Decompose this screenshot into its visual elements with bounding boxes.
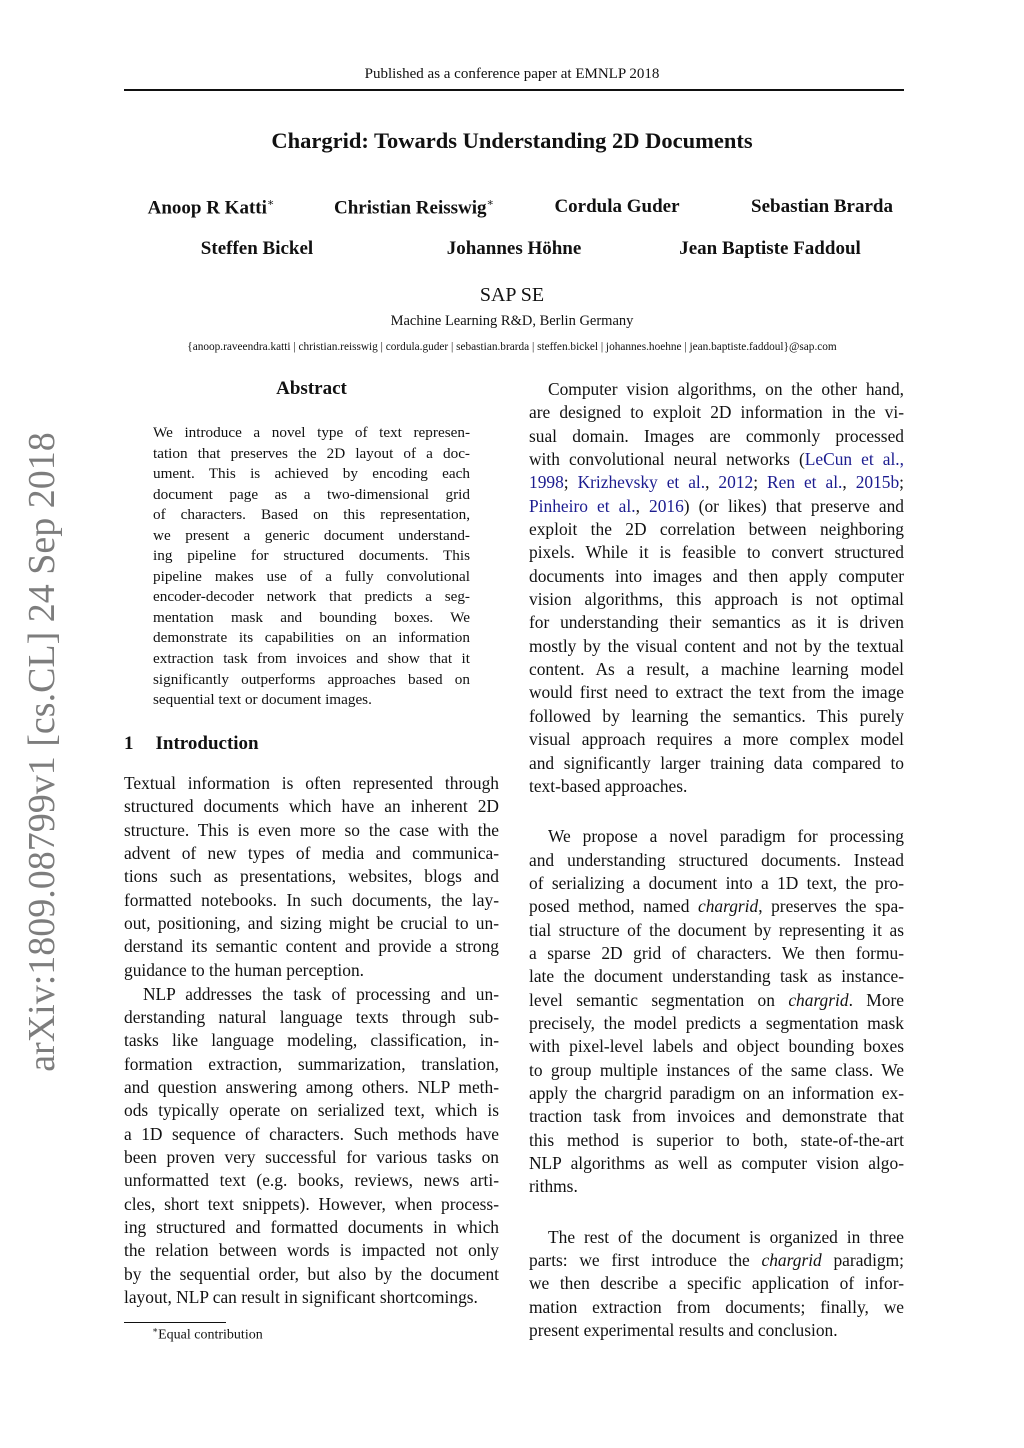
text-line: mentation mask and bounding boxes. We	[153, 608, 470, 626]
author	[334, 196, 494, 219]
text-line: and significantly larger training data compared to	[529, 752, 904, 773]
footnote-mark: ∗	[152, 1325, 159, 1335]
citation-link[interactable]: 2015b	[855, 472, 900, 493]
author-name: Jean Baptiste Faddoul	[679, 238, 861, 259]
text-segment: parts: we first introduce the	[529, 1250, 762, 1271]
organization: SAP SE	[479, 284, 545, 306]
text-line: NLP algorithms as well as computer vision algo-	[529, 1153, 904, 1173]
paragraph	[529, 825, 904, 1199]
footnote-rule	[124, 1322, 226, 1323]
left-column	[124, 772, 499, 1309]
text-line: for understanding their semantics as it is driven	[529, 612, 904, 633]
text-line: advent of new types of media and communica-	[124, 843, 499, 864]
text-line: ods typically operate on serialized text, which is	[124, 1100, 499, 1121]
text-line: Textual information is often represented through	[124, 773, 499, 793]
abstract-heading: Abstract	[276, 378, 347, 399]
text-line: by the sequential order, but also by the document	[124, 1263, 499, 1284]
author-name: Sebastian Brarda	[751, 196, 893, 217]
author	[679, 238, 861, 260]
text-line: structure. This is even more so the case with the	[124, 819, 499, 840]
text-line: cles, short text snippets). However, when process-	[124, 1193, 499, 1214]
text-line: mostly by the visual content and not by the textual	[529, 635, 904, 656]
text-line: the relation between words is impacted not only	[124, 1240, 499, 1261]
text-line: and question answering among others. NLP meth-	[124, 1076, 499, 1097]
text-line: precisely, the model predicts a segmentation mask	[529, 1012, 904, 1033]
author-name: Anoop R Katti	[147, 197, 267, 219]
text-line	[529, 1249, 904, 1272]
text-segment: ,	[842, 472, 856, 493]
text-line: guidance to the human perception.	[124, 959, 365, 980]
text-line: Computer vision algorithms, on the other hand,	[548, 379, 904, 399]
text-line: structured documents which have an inherent 2D	[124, 796, 499, 817]
text-line: demonstrate its capabilities on an information	[153, 629, 470, 647]
footnote-text: Equal contribution	[158, 1327, 263, 1343]
citation-link[interactable]: Krizhevsky et al.	[577, 472, 706, 493]
text-segment: level semantic segmentation on	[529, 989, 789, 1010]
text-line: NLP addresses the task of processing and un-	[143, 983, 499, 1004]
text-segment: with convolutional neural networks (	[529, 449, 805, 470]
text-line: apply the chargrid paradigm on an information ex-	[529, 1082, 904, 1103]
citation-link[interactable]: 2012	[718, 472, 754, 493]
text-line: a 1D sequence of characters. Such methods have	[124, 1123, 499, 1144]
text-line: We propose a novel paradigm for processing	[548, 826, 904, 847]
text-line: pixels. While it is feasible to convert structured	[529, 542, 904, 563]
citation-link[interactable]: Pinheiro et al.	[529, 495, 636, 516]
author	[148, 196, 275, 219]
abstract-body	[153, 423, 470, 711]
text-line: with pixel-level labels and object bounding boxes	[529, 1036, 904, 1057]
emphasis-text: chargrid	[697, 896, 759, 917]
text-line: of serializing a document into a 1D text, the pro-	[529, 872, 904, 893]
author-name: Johannes Höhne	[446, 238, 582, 259]
text-line: extraction task from invoices and show that it	[153, 650, 470, 668]
text-line: encoder-decoder network that predicts a seg-	[153, 588, 470, 606]
text-line	[529, 1226, 904, 1249]
arxiv-side-label: arXiv:1809.08799v1 [cs.CL] 24 Sep 2018	[21, 432, 63, 1072]
paragraph	[529, 1226, 904, 1343]
right-column	[529, 378, 904, 1342]
text-line: late the document understanding task as instance-	[529, 966, 904, 987]
emails: {anoop.raveendra.katti | christian.reisswig | cordula.guder | sebastian.brarda | steffen.bickel | johannes.hoehne | jean.baptiste.faddoul}@sap.com	[187, 341, 837, 353]
text-line: unformatted text (e.g. books, reviews, news arti-	[124, 1170, 499, 1191]
text-line: rithms.	[529, 1176, 578, 1197]
text-line: ing pipeline for structured documents. This	[153, 547, 470, 565]
author	[447, 238, 582, 260]
footnote	[152, 1325, 263, 1344]
text-line: derstanding natural language texts through sub-	[124, 1006, 499, 1027]
text-line: we present a generic document understand-	[153, 526, 470, 544]
text-line: documents into images and then apply computer	[529, 565, 904, 586]
author-name: Cordula Guder	[554, 196, 680, 217]
text-line: been proven very successful for various tasks on	[124, 1147, 499, 1167]
text-line	[529, 989, 904, 1012]
citation-link[interactable]: Ren et al.	[767, 472, 843, 493]
paper-title: Chargrid: Towards Understanding 2D Documents	[271, 128, 753, 153]
text-line	[529, 895, 904, 918]
text-line: traction task from invoices and demonstrate that	[529, 1106, 904, 1127]
author-name: Steffen Bickel	[200, 238, 314, 259]
text-line	[529, 448, 904, 471]
text-line: vision algorithms, this approach is not optimal	[529, 589, 904, 610]
text-segment: ;	[753, 472, 767, 493]
text-line: formatted notebooks. In such documents, the lay-	[124, 889, 499, 910]
text-line: are designed to exploit 2D information in the vi-	[529, 402, 904, 423]
text-segment: ,	[705, 472, 719, 493]
text-line: document page as a two-dimensional grid	[153, 485, 470, 503]
paragraph	[124, 772, 499, 982]
text-segment: ;	[563, 472, 578, 493]
text-line: tasks like language modeling, classification, in-	[124, 1030, 499, 1051]
text-line: visual approach requires a more complex model	[529, 729, 904, 750]
text-segment: , preserves the spa-	[758, 896, 904, 917]
running-header: Published as a conference paper at EMNLP 2018	[364, 66, 660, 82]
text-line: out, positioning, and sizing might be crucial to un-	[124, 913, 499, 934]
citation-link[interactable]: 2016	[649, 495, 684, 516]
citation-link[interactable]: LeCun et al.,	[804, 449, 905, 470]
text-line	[529, 495, 904, 518]
text-line: and understanding structured documents. Instead	[529, 849, 904, 870]
text-line: followed by learning the semantics. This purely	[529, 705, 904, 726]
author-mark: ∗	[266, 197, 275, 209]
author	[751, 196, 893, 218]
text-line: present experimental results and conclusion.	[529, 1320, 838, 1341]
text-line: layout, NLP can result in significant shortcomings.	[124, 1287, 478, 1308]
text-segment: The rest of the document is organized in three	[548, 1226, 904, 1247]
text-segment: ) (or likes) that preserve and	[683, 495, 905, 516]
text-line: tions such as presentations, websites, blogs and	[124, 866, 499, 887]
text-line: tation that preserves the 2D layout of a doc-	[153, 444, 470, 462]
text-line	[529, 471, 904, 494]
department: Machine Learning R&D, Berlin Germany	[390, 313, 634, 329]
text-segment: ,	[635, 495, 649, 516]
text-line: sequential text or document images.	[153, 691, 372, 709]
text-line: ument. This is achieved by encoding each	[153, 465, 470, 483]
paragraph	[529, 378, 904, 798]
text-line: significantly outperforms approaches based on	[153, 670, 470, 688]
text-line: tial structure of the document by representing it as	[529, 919, 904, 940]
text-segment: . More	[848, 989, 904, 1010]
header-rule	[124, 89, 904, 91]
text-line: pipeline makes use of a fully convolutional	[153, 567, 470, 585]
text-line: of characters. Based on this representation,	[153, 506, 470, 524]
section-number: 1	[124, 733, 134, 754]
emphasis-text: chargrid	[788, 989, 849, 1010]
section-heading	[124, 733, 259, 755]
text-line: this method is superior to both, state-of-the-art	[529, 1129, 904, 1150]
text-line: text-based approaches.	[529, 775, 688, 796]
text-segment: ;	[899, 472, 905, 493]
text-line: exploit the 2D correlation between neighboring	[529, 519, 904, 540]
text-line: we then describe a specific application of infor-	[529, 1273, 904, 1294]
text-line: a sparse 2D grid of characters. We then formu-	[529, 942, 904, 963]
text-line: sual domain. Images are commonly processed	[529, 425, 904, 446]
emphasis-text: chargrid	[761, 1250, 822, 1271]
text-line: content. As a result, a machine learning model	[529, 659, 904, 680]
author-name: Christian Reisswig	[333, 197, 487, 219]
author	[554, 196, 679, 218]
text-line: We introduce a novel type of text represen-	[153, 424, 470, 441]
text-segment: paradigm;	[821, 1250, 904, 1271]
text-line: mation extraction from documents; finally, we	[529, 1296, 904, 1317]
text-line: formation extraction, summarization, translation,	[124, 1053, 499, 1074]
paragraph	[124, 983, 499, 1310]
author	[201, 238, 313, 260]
author-mark: ∗	[486, 197, 495, 209]
text-line: to group multiple instances of the same class. We	[529, 1059, 904, 1080]
section-title: Introduction	[155, 733, 259, 754]
citation-link[interactable]: 1998	[529, 472, 564, 493]
text-line: would first need to extract the text from the image	[529, 682, 904, 703]
text-line: ing structured and formatted documents in which	[124, 1217, 499, 1238]
text-segment: posed method, named	[529, 896, 698, 917]
text-line: derstand its semantic content and provide a strong	[124, 936, 499, 957]
